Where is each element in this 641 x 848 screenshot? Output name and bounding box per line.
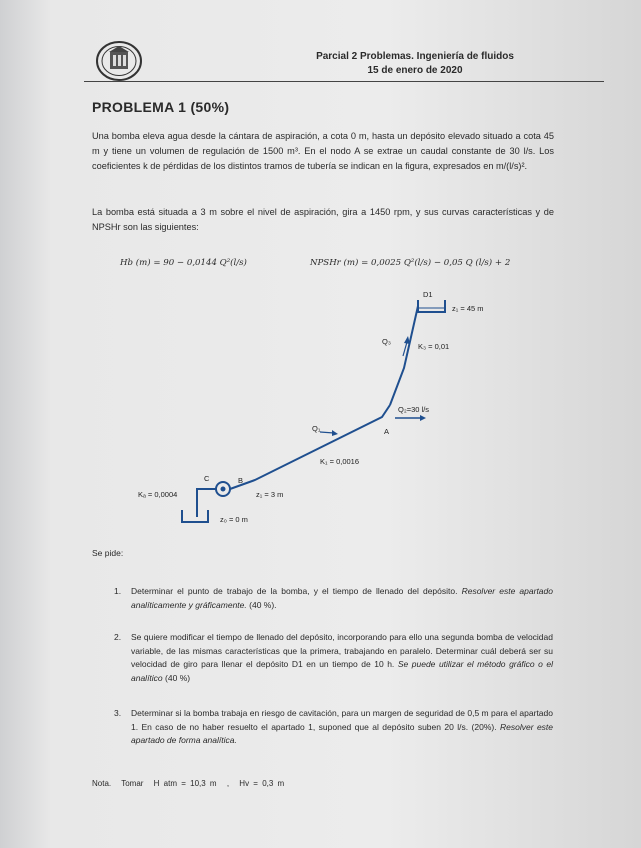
header-line2: 15 de enero de 2020: [367, 65, 463, 76]
pipe-network-diagram: [120, 284, 520, 534]
question-weight: (40 %): [165, 672, 191, 683]
label-d1: D1: [423, 290, 433, 299]
label-k3: K₃ = 0,01: [418, 342, 450, 351]
question-number: 2.: [114, 632, 122, 642]
question-text: Se quiere modificar el tiempo de llenado del depósito, incorporando para ello una segunda bomba de velocidad variable, de las mismas características que la primera, trabajando en paralelo. Determinar cuál deberá ser su velocidad de giro para llenar el depósito D1 en un tiempo de 10 h.: [131, 632, 553, 669]
label-node-b: B: [238, 476, 244, 485]
label-zb: z₁ = 3 m: [256, 490, 284, 499]
note-separator: ,: [226, 779, 230, 788]
problem-paragraph-2: La bomba está situada a 3 m sobre el nivel de aspiración, gira a 1450 rpm, y sus curvas características y de NPSHr son las siguientes:: [92, 207, 554, 232]
label-node-a: A: [384, 427, 390, 436]
label-ka: Kₐ = 0,0004: [138, 490, 178, 499]
question-weight: (40 %).: [249, 599, 277, 610]
questions-intro: Se pide:: [92, 548, 124, 558]
footnote: [92, 779, 290, 788]
label-q2: Q₂=30 l/s: [398, 405, 430, 414]
discharge-pipe: [230, 405, 390, 489]
university-seal-icon: [95, 40, 143, 82]
label-z0: z₀ = 0 m: [220, 515, 248, 524]
note-tomar: Tomar: [121, 779, 144, 788]
pump-head-equation: Hb (m) = 90 − 0,0144 Q²(l/s): [120, 258, 247, 268]
question-note: Resolver este apartado analíticamente y gráficamente.: [131, 586, 553, 610]
flow-arrow-q1: [320, 432, 334, 433]
riser-pipe: [390, 306, 418, 405]
question-text: Determinar el punto de trabajo de la bomba, y el tiempo de llenado del depósito.: [131, 586, 458, 596]
upper-tank: [418, 300, 445, 312]
question-note: Resolver este apartado de forma analítica.: [131, 721, 554, 745]
label-z1: z₁ = 45 m: [452, 304, 484, 313]
question-number: 1.: [114, 586, 122, 596]
suction-pipe: [197, 489, 208, 517]
header-line1: Parcial 2 Problemas. Ingeniería de fluidos: [316, 51, 514, 62]
label-q3: Q₃: [382, 337, 391, 346]
suction-tank: [182, 510, 208, 522]
question-number: 3.: [114, 708, 122, 718]
npsh-equation: NPSHr (m) = 0,0025 Q²(l/s) − 0,05 Q (l/s) + 2: [310, 258, 511, 268]
label-q1: Q₁: [312, 424, 321, 433]
problem-title: PROBLEMA 1 (50%): [92, 99, 230, 115]
note-hv: Hv = 0,3 m: [239, 779, 285, 788]
label-k1: K₁ = 0,0016: [320, 457, 360, 466]
exam-header: [300, 50, 530, 78]
note-label: Nota.: [92, 779, 112, 788]
question-note: Se puede utilizar el método gráfico o el analítico: [131, 659, 553, 683]
note-hatm: H atm = 10,3 m: [153, 779, 217, 788]
question-text: Determinar si la bomba trabaja en riesgo de cavitación, para un margen de seguridad de 0,5 m para el apartado 1. En caso de no haber resuelto el apartado 1, suponed que al depósito suben 20 l/s. (20%).: [131, 708, 553, 732]
label-node-c: C: [204, 474, 210, 483]
problem-paragraph-1: Una bomba eleva agua desde la cántara de aspiración, a cota 0 m, hasta un depósito elevado situado a cota 45 m y tiene un volumen de regulación de 1500 m³. En el nodo A se extrae un caudal constante de 30 l/s. Los coeficientes k de pérdidas de los distintos tramos de tubería se indican en la figura, expresados en m/(l/s)².: [92, 131, 554, 171]
header-divider: [84, 81, 604, 82]
